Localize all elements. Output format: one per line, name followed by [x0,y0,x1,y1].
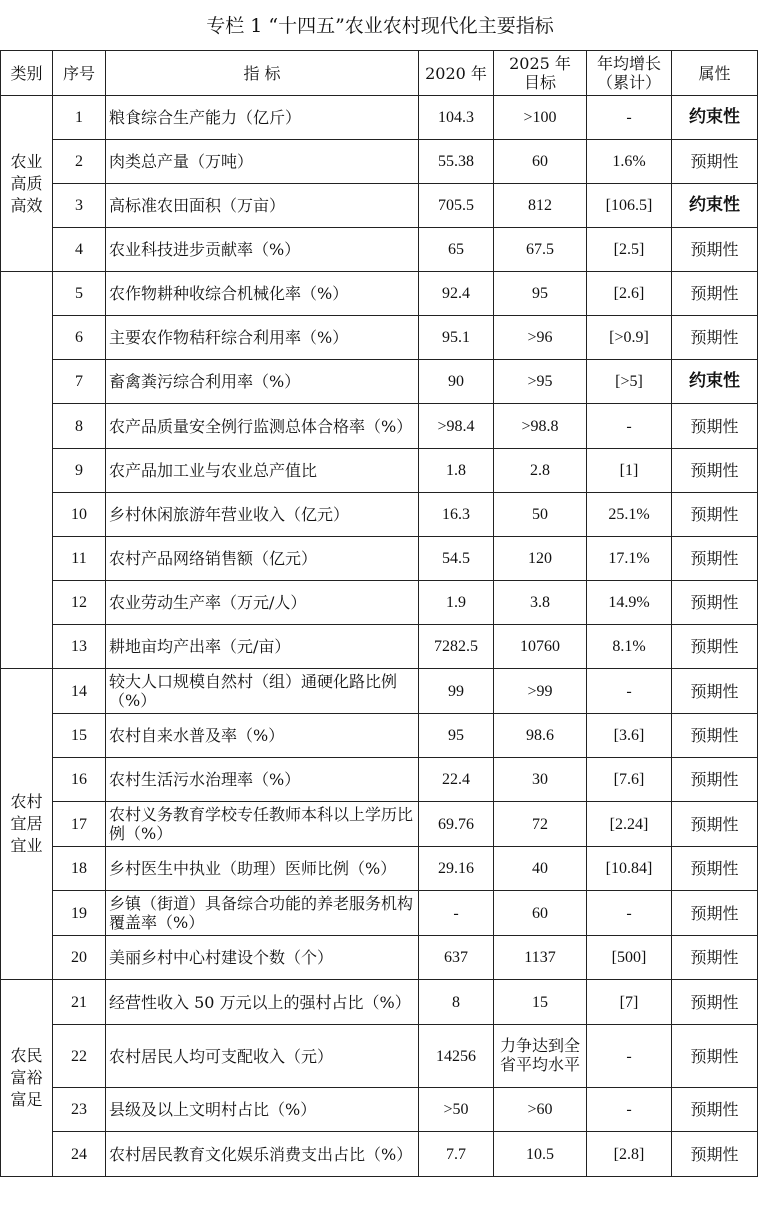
indicator-cell: 乡镇（街道）具备综合功能的养老服务机构覆盖率（%） [106,891,419,936]
value-2020-cell: 69.76 [419,802,494,847]
table-row [1,449,758,493]
seq-cell: 13 [53,625,106,669]
attribute-cell: 预期性 [672,1132,758,1177]
attribute-cell: 预期性 [672,669,758,714]
target-2025-cell: >100 [494,96,587,140]
table-row [1,802,758,847]
target-2025-cell: 60 [494,891,587,936]
header-category: 类别 [1,51,53,96]
category-label-line: 富足 [10,1090,43,1109]
target-2025-cell: >99 [494,669,587,714]
target-2025-cell: 120 [494,537,587,581]
seq-cell: 5 [53,272,106,316]
seq-cell: 14 [53,669,106,714]
attribute-cell: 约束性 [672,96,758,140]
seq-cell: 10 [53,493,106,537]
growth-cell: [3.6] [587,714,672,758]
seq-cell: 9 [53,449,106,493]
indicator-cell: 农村义务教育学校专任教师本科以上学历比例（%） [106,802,419,847]
indicator-cell: 农产品加工业与农业总产值比 [106,449,419,493]
indicator-cell: 较大人口规模自然村（组）通硬化路比例（%） [106,669,419,714]
seq-cell: 6 [53,316,106,360]
growth-cell: - [587,891,672,936]
value-2020-cell: 65 [419,228,494,272]
seq-cell: 18 [53,847,106,891]
value-2020-cell: 92.4 [419,272,494,316]
seq-cell: 16 [53,758,106,802]
indicator-cell: 农村自来水普及率（%） [106,714,419,758]
growth-cell: - [587,669,672,714]
growth-cell: 1.6% [587,140,672,184]
table-row [1,184,758,228]
attribute-cell: 约束性 [672,184,758,228]
attribute-cell: 预期性 [672,1025,758,1088]
target-2025-cell: 95 [494,272,587,316]
value-2020-cell: 16.3 [419,493,494,537]
header-2020: 2020 年 [419,51,494,96]
growth-cell: - [587,404,672,449]
indicator-cell: 农村居民教育文化娱乐消费支出占比（%） [106,1132,419,1177]
table-row [1,140,758,184]
table-row [1,847,758,891]
attribute-cell: 预期性 [672,404,758,449]
table-row [1,891,758,936]
attribute-cell: 约束性 [672,360,758,404]
seq-cell: 17 [53,802,106,847]
seq-cell: 24 [53,1132,106,1177]
indicator-cell: 农村产品网络销售额（亿元） [106,537,419,581]
indicator-cell: 高标准农田面积（万亩） [106,184,419,228]
category-label-line: 宜居 [10,814,43,833]
table-row [1,537,758,581]
table-row [1,758,758,802]
target-2025-cell: 60 [494,140,587,184]
table-row [1,404,758,449]
attribute-cell: 预期性 [672,228,758,272]
attribute-cell: 预期性 [672,493,758,537]
category-label-line: 高质 [10,173,43,193]
target-2025-cell: 1137 [494,936,587,980]
attribute-cell: 预期性 [672,1088,758,1132]
category-cell [1,980,53,1177]
indicator-cell: 农业劳动生产率（万元/人） [106,581,419,625]
table-row [1,316,758,360]
category-label-line: 农民 [10,1046,43,1065]
category-cell [1,96,53,272]
target-2025-cell: 72 [494,802,587,847]
attribute-cell: 预期性 [672,581,758,625]
table-row [1,714,758,758]
value-2020-cell: 705.5 [419,184,494,228]
growth-cell: 8.1% [587,625,672,669]
target-2025-cell: 30 [494,758,587,802]
target-2025-cell: >98.8 [494,404,587,449]
table-row [1,1025,758,1088]
seq-cell: 3 [53,184,106,228]
value-2020-cell: 54.5 [419,537,494,581]
attribute-cell: 预期性 [672,272,758,316]
header-seq: 序号 [53,51,106,96]
table-row [1,493,758,537]
table-row [1,980,758,1025]
indicator-cell: 经营性收入 50 万元以上的强村占比（%） [106,980,419,1025]
growth-cell: [>5] [587,360,672,404]
attribute-cell: 预期性 [672,140,758,184]
category-label-line: 农村 [10,792,43,811]
value-2020-cell: 14256 [419,1025,494,1088]
category-label-line: 宜业 [10,836,43,855]
seq-cell: 7 [53,360,106,404]
indicator-cell: 农村居民人均可支配收入（元） [106,1025,419,1088]
value-2020-cell: 7.7 [419,1132,494,1177]
header-row [1,51,758,96]
header-growth [587,51,672,96]
growth-cell: - [587,1025,672,1088]
table-row [1,581,758,625]
seq-cell: 1 [53,96,106,140]
table-row [1,1132,758,1177]
attribute-cell: 预期性 [672,714,758,758]
attribute-cell: 预期性 [672,891,758,936]
indicator-cell: 美丽乡村中心村建设个数（个） [106,936,419,980]
target-2025-cell: >60 [494,1088,587,1132]
attribute-cell: 预期性 [672,980,758,1025]
category-label-line: 农业 [10,151,43,171]
attribute-cell: 预期性 [672,936,758,980]
table-row [1,936,758,980]
attribute-cell: 预期性 [672,625,758,669]
value-2020-cell: - [419,891,494,936]
header-attr: 属性 [672,51,758,96]
target-2025-cell: 2.8 [494,449,587,493]
seq-cell: 8 [53,404,106,449]
growth-cell: - [587,96,672,140]
value-2020-cell: 99 [419,669,494,714]
target-2025-cell: 15 [494,980,587,1025]
attribute-cell: 预期性 [672,537,758,581]
value-2020-cell: 637 [419,936,494,980]
growth-cell: [2.8] [587,1132,672,1177]
growth-cell: [500] [587,936,672,980]
value-2020-cell: 55.38 [419,140,494,184]
target-2025-cell: 50 [494,493,587,537]
indicator-cell: 主要农作物秸秆综合利用率（%） [106,316,419,360]
seq-cell: 21 [53,980,106,1025]
category-cell [1,669,53,980]
attribute-cell: 预期性 [672,449,758,493]
growth-cell: [>0.9] [587,316,672,360]
indicator-table [0,50,758,1177]
target-2025-cell: 40 [494,847,587,891]
value-2020-cell: 95 [419,714,494,758]
indicator-cell: 耕地亩均产出率（元/亩） [106,625,419,669]
seq-cell: 22 [53,1025,106,1088]
attribute-cell: 预期性 [672,847,758,891]
growth-cell: [7] [587,980,672,1025]
attribute-cell: 预期性 [672,802,758,847]
growth-cell: 25.1% [587,493,672,537]
target-2025-cell: 力争达到全省平均水平 [494,1025,587,1088]
growth-cell: - [587,1088,672,1132]
growth-cell: [10.84] [587,847,672,891]
growth-cell: [106.5] [587,184,672,228]
indicator-cell: 乡村医生中执业（助理）医师比例（%） [106,847,419,891]
indicator-cell: 农产品质量安全例行监测总体合格率（%） [106,404,419,449]
indicator-cell: 肉类总产量（万吨） [106,140,419,184]
seq-cell: 4 [53,228,106,272]
value-2020-cell: 29.16 [419,847,494,891]
indicator-cell: 乡村休闲旅游年营业收入（亿元） [106,493,419,537]
target-2025-cell: >95 [494,360,587,404]
table-row [1,1088,758,1132]
attribute-cell: 预期性 [672,758,758,802]
target-2025-cell: 67.5 [494,228,587,272]
seq-cell: 19 [53,891,106,936]
indicator-cell: 农业科技进步贡献率（%） [106,228,419,272]
table-row [1,228,758,272]
header-target [494,51,587,96]
attribute-cell: 预期性 [672,316,758,360]
indicator-cell: 县级及以上文明村占比（%） [106,1088,419,1132]
target-2025-cell: 10760 [494,625,587,669]
target-2025-cell: 10.5 [494,1132,587,1177]
value-2020-cell: 104.3 [419,96,494,140]
indicator-cell: 畜禽粪污综合利用率（%） [106,360,419,404]
page-title: 专栏 1 “十四五”农业农村现代化主要指标 [206,15,554,37]
value-2020-cell: 90 [419,360,494,404]
value-2020-cell: 95.1 [419,316,494,360]
growth-cell: 14.9% [587,581,672,625]
value-2020-cell: 7282.5 [419,625,494,669]
table-row [1,96,758,140]
growth-cell: [2.24] [587,802,672,847]
seq-cell: 12 [53,581,106,625]
table-row [1,360,758,404]
table-row [1,669,758,714]
header-indicator: 指 标 [106,51,419,96]
target-2025-cell: >96 [494,316,587,360]
seq-cell: 15 [53,714,106,758]
value-2020-cell: >50 [419,1088,494,1132]
indicator-cell: 农村生活污水治理率（%） [106,758,419,802]
seq-cell: 20 [53,936,106,980]
target-2025-cell: 98.6 [494,714,587,758]
growth-cell: [1] [587,449,672,493]
value-2020-cell: 8 [419,980,494,1025]
growth-cell: 17.1% [587,537,672,581]
seq-cell: 2 [53,140,106,184]
header-growth-line2: （累计） [596,73,661,92]
category-cell [1,272,53,669]
category-label-line: 富裕 [10,1068,43,1087]
table-row [1,625,758,669]
value-2020-cell: 22.4 [419,758,494,802]
target-2025-cell: 3.8 [494,581,587,625]
table-row [1,272,758,316]
indicator-cell: 农作物耕种收综合机械化率（%） [106,272,419,316]
seq-cell: 23 [53,1088,106,1132]
value-2020-cell: >98.4 [419,404,494,449]
header-target-line2: 目标 [523,73,556,92]
seq-cell: 11 [53,537,106,581]
target-2025-cell: 812 [494,184,587,228]
growth-cell: [7.6] [587,758,672,802]
growth-cell: [2.6] [587,272,672,316]
value-2020-cell: 1.8 [419,449,494,493]
header-target-line1: 2025 年 [509,54,571,73]
growth-cell: [2.5] [587,228,672,272]
value-2020-cell: 1.9 [419,581,494,625]
header-growth-line1: 年均增长 [596,54,661,73]
category-label-line: 高效 [10,195,43,215]
indicator-cell: 粮食综合生产能力（亿斤） [106,96,419,140]
